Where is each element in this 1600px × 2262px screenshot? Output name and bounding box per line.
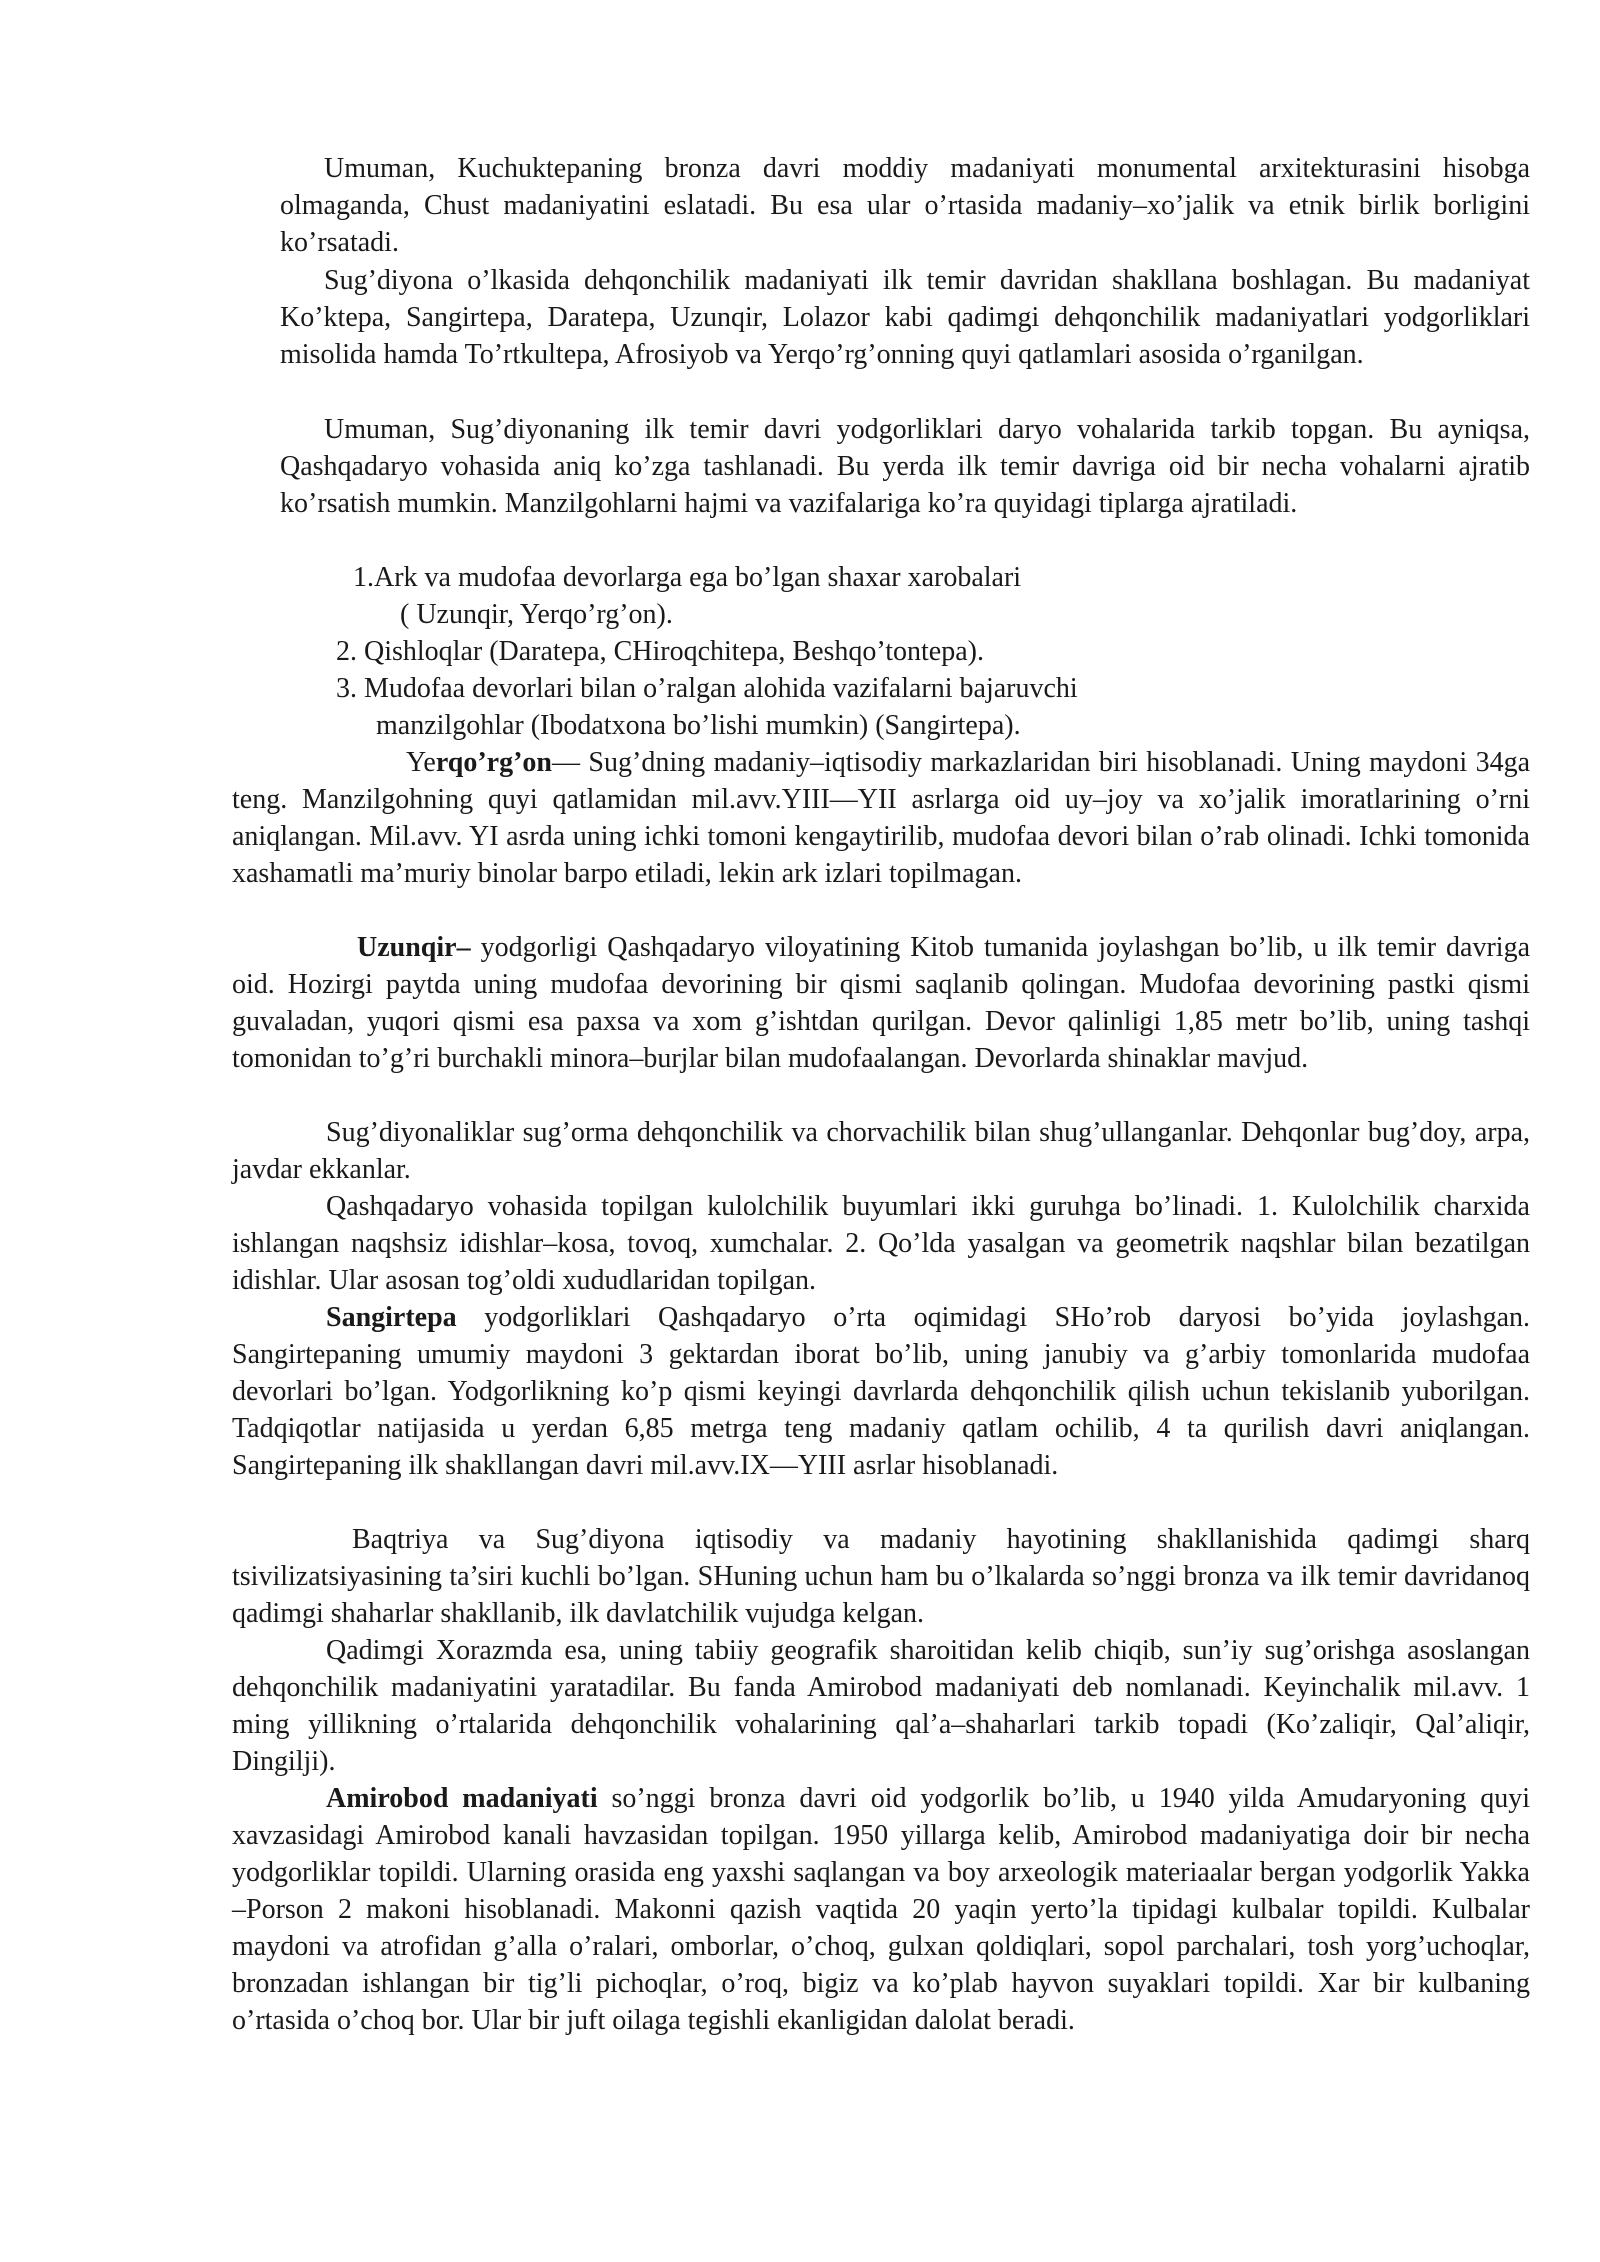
paragraph-pottery: Qashqadaryo vohasida topilgan kulolchilik buyumlari ikki guruhga bo’linadi. 1. Kulolchilik charxida ishlangan naqshsiz idishlar–kosa, tovoq, xumchalar. 2. Qo’lda yasalgan va geometrik naqshlar bilan bezatilgan idishlar. Ular asosan tog’oldi xududlaridan topilgan. — [232, 1191, 1530, 1296]
paragraph-uzunqir — [232, 929, 1530, 1077]
uzunqir-heading: Uzunqir– — [357, 932, 471, 963]
paragraph-kuchuktepa: Umuman, Kuchuktepaning bronza davri moddiy madaniyati monumental arxitekturasini hisobga olmaganda, Chust madaniyatini eslatadi. Bu esa ular o’rtasida madaniy–xo’jalik va etnik birlik borligini ko’rsatadi. — [280, 153, 1530, 258]
amirobod-text: so’nggi bronza davri oid yodgorlik bo’lib, u 1940 yilda Amudaryoning quyi xavzasidagi Amirobod kanali havzasidan topilgan. 1950 yillarga kelib, Amirobod madaniyatiga doir bir necha yodgorliklar topildi. Ularning orasida eng yaxshi saqlangan va boy arxeologik materiaalar bergan yodgorlik Yakka –Porson 2 makoni hisoblanadi. Makonni qazish vaqtida 20 yaqin yerto’la tipidagi kulbalar topildi. Kulbalar maydoni va atrofidan g’alla o’ralari, omborlar, o’choq, gulxan qoldiqlari, sopol parchalari, tosh yorg’uchoqlar, bronzadan ishlangan bir tig’li pichoqlar, o’roq, bigiz va ko’plab hayvon suyaklari topildi. Xar bir kulbaning o’rtasida o’choq bor. Ular bir juft oilaga tegishli ekanligidan dalolat beradi. — [232, 1783, 1530, 2036]
list-item-3-continuation: manzilgohlar (Ibodatxona bo’lishi mumkin) (Sangirtepa). — [376, 710, 1021, 741]
uzunqir-text: yodgorligi Qashqadaryo viloyatining Kitob tumanida joylashgan bo’lib, u ilk temir davriga oid. Hozirgi paytda uning mudofaa devorining bir qismi saqlanib qolingan. Mudofaa devorining pastki qismi guvaladan, yuqori qismi esa paxsa va xom g’ishtdan qurilgan. Devor qalinligi 1,85 metr bo’lib, uning tashqi tomonidan to’g’ri burchakli minora–burjlar bilan mudofaalangan. Devorlarda shinaklar mavjud. — [232, 932, 1530, 1074]
amirobod-heading: Amirobod madaniyati — [326, 1783, 598, 1814]
yerqorgon-heading: rqo’rg’on — [435, 747, 553, 778]
list-item-1-continuation: ( Uzunqir, Yerqo’rg’on). — [400, 599, 673, 630]
paragraph-baqtriya: Baqtriya va Sug’diyona iqtisodiy va madaniy hayotining shakllanishida qadimgi sharq tsivilizatsiyasining ta’siri kuchli bo’lgan. SHuning uchun ham bu o’lkalarda so’nggi bronza va ilk temir davridanoq qadimgi shaharlar shakllanib, ilk davlatchilik vujudga kelgan. — [232, 1524, 1530, 1629]
yerqorgon-prefix: Ye — [406, 747, 436, 778]
paragraph-irrigation-farming: Sug’diyonaliklar sug’orma dehqonchilik va chorvachilik bilan shug’ullanganlar. Dehqonlar bug’doy, arpa, javdar ekkanlar. — [232, 1117, 1530, 1185]
sangirtepa-heading: Sangirtepa — [326, 1302, 457, 1333]
paragraph-sangirtepa — [232, 1299, 1530, 1484]
list-item-2: 2. Qishloqlar (Daratepa, CHiroqchitepa, Beshqo’tontepa). — [336, 636, 984, 667]
list-item-1: 1.Ark va mudofaa devorlarga ega bo’lgan shaxar xarobalari — [353, 562, 1022, 593]
yerqorgon-text: — Sug’dning madaniy–iqtisodiy markazlaridan biri hisoblanadi. Uning maydoni 34ga teng. Manzilgohning quyi qatlamidan mil.avv.YIII—YII asrlarga oid uy–joy va xo’jalik imoratlarining o’rni aniqlangan. Mil.avv. YI asrda uning ichki tomoni kengaytirilib, mudofaa devori bilan o’rab olinadi. Ichki tomonida xashamatli ma’muriy binolar barpo etiladi, lekin ark izlari topilmagan. — [232, 747, 1530, 889]
paragraph-amirobod — [232, 1780, 1530, 2039]
paragraph-sugdiyona-agriculture: Sug’diyona o’lkasida dehqonchilik madaniyati ilk temir davridan shakllana boshlagan. Bu madaniyat Ko’ktepa, Sangirtepa, Daratepa, Uzunqir, Lolazor kabi qadimgi dehqonchilik madaniyatlari yodgorliklari misolida hamda To’rtkultepa, Afrosiyob va Yerqo’rg’onning quyi qatlamlari asosida o’rganilgan. — [280, 265, 1530, 370]
paragraph-iron-age-sites: Umuman, Sug’diyonaning ilk temir davri yodgorliklari daryo vohalarida tarkib topgan. Bu ayniqsa, Qashqadaryo vohasida aniq ko’zga tashlanadi. Bu yerda ilk temir davriga oid bir necha vohalarni ajratib ko’rsatish mumkin. Manzilgohlarni hajmi va vazifalariga ko’ra quyidagi tiplarga ajratiladi. — [280, 414, 1530, 519]
paragraph-yerqorgon — [232, 744, 1530, 892]
paragraph-xorazm: Qadimgi Xorazmda esa, uning tabiiy geografik sharoitidan kelib chiqib, sun’iy sug’orishga asoslangan dehqonchilik madaniyatini yaratadilar. Bu fanda Amirobod madaniyati deb nomlanadi. Keyinchalik mil.avv. 1 ming yillikning o’rtalarida dehqonchilik vohalarining qal’a–shaharlari tarkib topadi (Ko’zaliqir, Qal’aliqir, Dingilji). — [232, 1635, 1530, 1777]
list-item-3: 3. Mudofaa devorlari bilan o’ralgan alohida vazifalarni bajaruvchi — [336, 673, 1078, 704]
sangirtepa-text: yodgorliklari Qashqadaryo o’rta oqimidagi SHo’rob daryosi bo’yida joylashgan. Sangirtepaning umumiy maydoni 3 gektardan iborat bo’lib, uning janubiy va g’arbiy tomonlarida mudofaa devorlari bo’lgan. Yodgorlikning ko’p qismi keyingi davrlarda dehqonchilik qilish uchun tekislanib yuborilgan. Tadqiqotlar natijasida u yerdan 6,85 metrga teng madaniy qatlam ochilib, 4 ta qurilish davri aniqlangan. Sangirtepaning ilk shakllangan davri mil.avv.IX—YIII asrlar hisoblanadi. — [232, 1302, 1530, 1481]
